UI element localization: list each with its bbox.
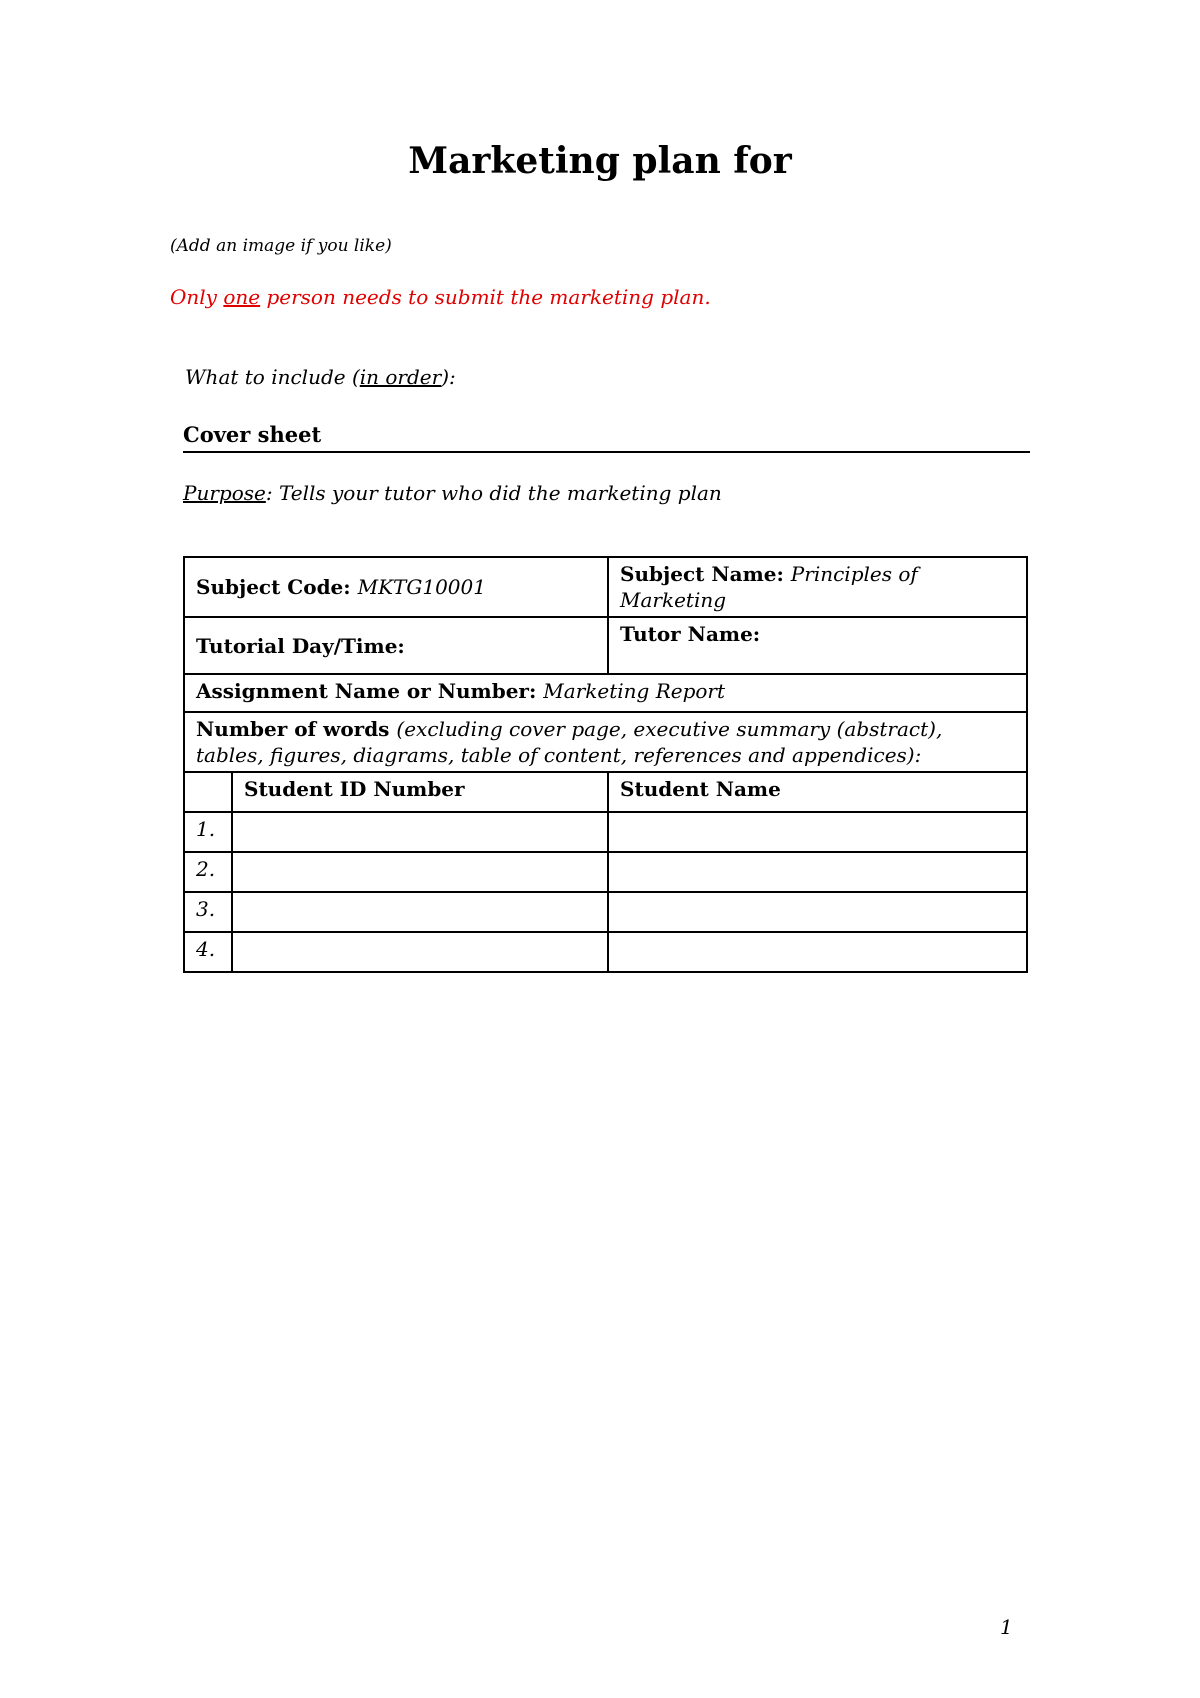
row-number: 3.: [184, 892, 232, 932]
assignment-value: Marketing Report: [543, 679, 726, 703]
tutorial-day-time-label: Tutorial Day/Time:: [196, 633, 405, 658]
student-name-header-cell: [608, 772, 1027, 812]
student-name-field[interactable]: [608, 892, 1027, 932]
table-row: [184, 852, 1027, 892]
section-rule: [183, 451, 1030, 453]
student-id-field[interactable]: [232, 932, 608, 972]
include-note-after: ):: [441, 365, 456, 389]
subject-name-label: Subject Name:: [620, 562, 791, 586]
include-note-before: What to include (: [185, 365, 360, 389]
submit-note-after: person needs to submit the marketing plan.: [260, 285, 711, 309]
submit-note-emphasis: one: [223, 285, 261, 309]
submit-note-before: Only: [170, 285, 224, 309]
word-count-note: (excluding cover page, executive summary (abstract), tables, figures, diagrams, table of content, references and appendices):: [196, 717, 943, 767]
purpose-text: : Tells your tutor who did the marketing plan: [265, 481, 722, 505]
student-name-header: Student Name: [620, 777, 781, 801]
row-number-header-cell: [184, 772, 232, 812]
student-id-field[interactable]: [232, 852, 608, 892]
row-number: 2.: [184, 852, 232, 892]
page-title: Marketing plan for: [408, 140, 792, 182]
table-row: [184, 892, 1027, 932]
section-heading: Cover sheet: [183, 422, 322, 447]
student-id-field[interactable]: [232, 812, 608, 852]
assignment-cell: [184, 674, 1027, 712]
submit-note: [170, 285, 711, 309]
student-name-field[interactable]: [608, 932, 1027, 972]
subject-name-cell: [608, 557, 1027, 617]
table-row: [184, 812, 1027, 852]
row-number: 1.: [184, 812, 232, 852]
student-name-field[interactable]: [608, 812, 1027, 852]
student-name-field[interactable]: [608, 852, 1027, 892]
word-count-label: Number of words: [196, 717, 397, 741]
student-id-field[interactable]: [232, 892, 608, 932]
tutor-name-label: Tutor Name:: [620, 622, 761, 646]
subject-code-label: Subject Code:: [196, 575, 358, 599]
include-note: [185, 365, 456, 389]
row-number: 4.: [184, 932, 232, 972]
purpose-line: [183, 481, 722, 505]
include-note-emphasis: in order: [359, 365, 442, 389]
subject-name-value: Principles of Marketing: [620, 562, 918, 612]
page-number: 1: [1000, 1615, 1013, 1639]
student-id-header: Student ID Number: [244, 777, 465, 801]
purpose-label: Purpose: [183, 481, 266, 505]
cover-sheet-table: [183, 556, 1028, 973]
tutor-name-cell: [608, 617, 1027, 674]
student-id-header-cell: [232, 772, 608, 812]
assignment-label: Assignment Name or Number:: [196, 679, 544, 703]
word-count-cell: [184, 712, 1027, 772]
image-note: (Add an image if you like): [170, 236, 392, 256]
subject-code-cell: [184, 557, 608, 617]
table-row: [184, 932, 1027, 972]
subject-code-value: MKTG10001: [357, 575, 486, 599]
tutorial-day-time-cell: [184, 617, 608, 674]
